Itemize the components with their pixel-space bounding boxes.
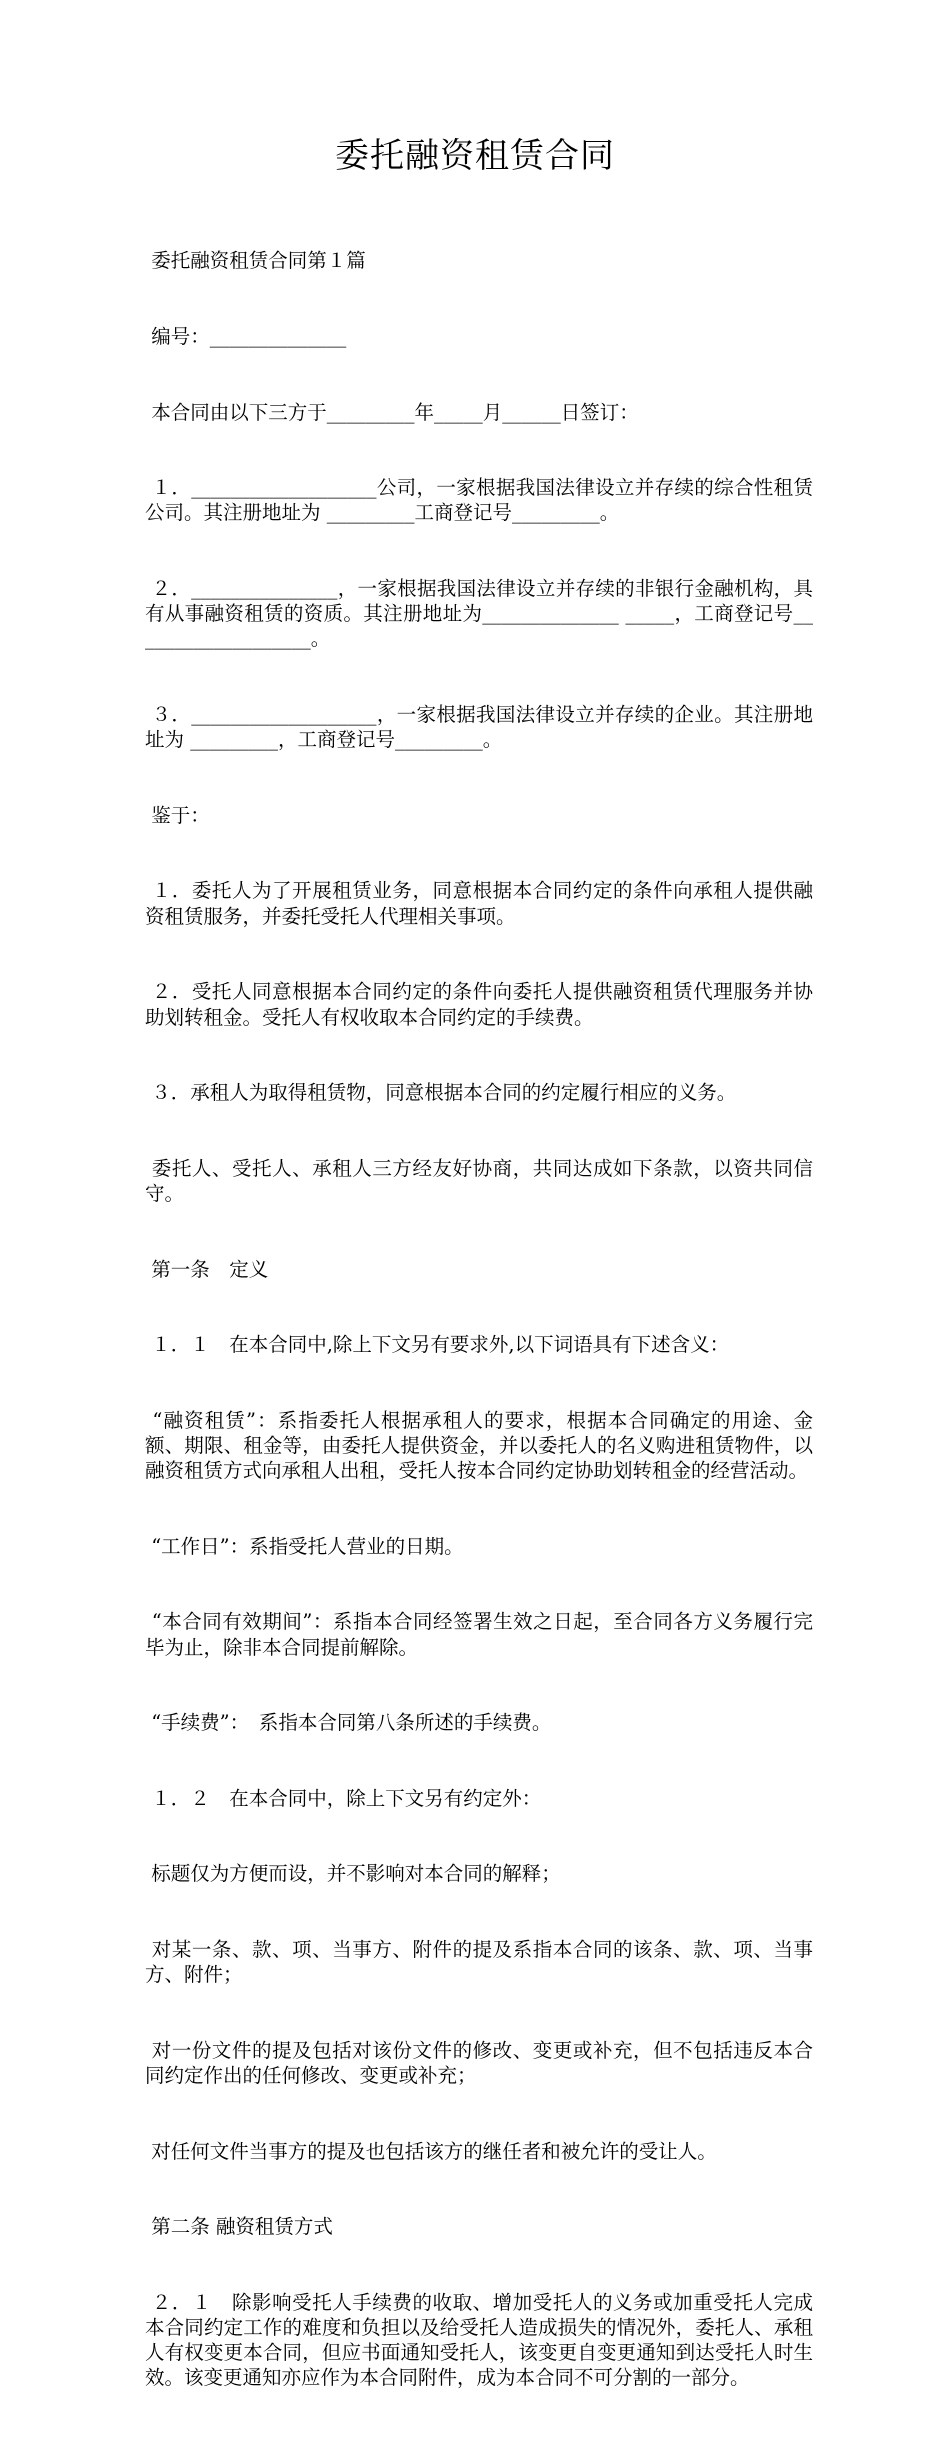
document-title: 委托融资租赁合同 [335, 136, 615, 176]
paragraph-whereas-3: ３．承租人为取得租赁物，同意根据本合同的约定履行相应的义务。 [145, 1081, 737, 1105]
paragraph-party-2: ２．_______________，一家根据我国法律设立并存续的非银行金融机构，具有从事融资租赁的资质。其注册地址为______________ _____，工商登记号___________________。 [145, 577, 813, 651]
clause-2-1: ２．１ 除影响受托人手续费的收取、增加受托人的义务或加重受托人完成本合同约定工作的难度和负担以及给受托人造成损失的情况外，委托人、承租人有权变更本合同，但应书面通知受托人，该变更自变更通知到达受托人时生效。该变更通知亦应作为本合同附件，成为本合同不可分割的一部分。 [145, 2290, 813, 2390]
definition-fee: “手续费”： 系指本合同第八条所述的手续费。 [145, 1711, 552, 1735]
definition-financing-lease: “融资租赁”：系指委托人根据承租人的要求，根据本合同确定的用途、金额、期限、租金等，由委托人提供资金，并以委托人的名义购进租赁物件，以融资租赁方式向承租人出租，受托人按本合同约定协助划转租金的经营活动。 [145, 1408, 813, 1483]
interpretation-item-2: 对某一条、款、项、当事方、附件的提及系指本合同的该条、款、项、当事方、附件； [145, 1938, 813, 1987]
clause-1-2: １．２ 在本合同中，除上下文另有约定外： [145, 1786, 542, 1810]
paragraph-signing: 本合同由以下三方于_________年_____月______日签订： [145, 400, 639, 424]
clause-1-1: １．１ 在本合同中,除上下文另有要求外,以下词语具有下述含义： [145, 1333, 730, 1357]
article-1-heading: 第一条 定义 [145, 1257, 269, 1281]
paragraph-party-1: １．___________________公司，一家根据我国法律设立并存续的综合性租赁公司。其注册地址为 _________工商登记号_________。 [145, 476, 813, 525]
definition-validity-period: “本合同有效期间”：系指本合同经签署生效之日起，至合同各方义务履行完毕为止，除非本合同提前解除。 [145, 1610, 813, 1659]
paragraph-number: 编号：______________ [145, 325, 347, 349]
paragraph-party-3: ３．___________________，一家根据我国法律设立并存续的企业。其注册地址为 _________，工商登记号_________。 [145, 703, 813, 752]
paragraph-whereas: 鉴于： [145, 803, 210, 827]
document-body [145, 198, 813, 2441]
paragraph-whereas-2: ２．受托人同意根据本合同约定的条件向委托人提供融资租赁代理服务并协助划转租金。受托人有权收取本合同约定的手续费。 [145, 980, 813, 1029]
paragraph-whereas-1: １．委托人为了开展租赁业务，同意根据本合同约定的条件向承租人提供融资租赁服务，并委托受托人代理相关事项。 [145, 879, 813, 928]
interpretation-item-4: 对任何文件当事方的提及也包括该方的继任者和被允许的受让人。 [145, 2139, 717, 2163]
paragraph-heading: 委托融资租赁合同第１篇 [145, 249, 366, 273]
interpretation-item-3: 对一份文件的提及包括对该份文件的修改、变更或补充，但不包括违反本合同约定作出的任何修改、变更或补充； [145, 2038, 813, 2088]
interpretation-item-1: 标题仅为方便而设，并不影响对本合同的解释； [145, 1862, 561, 1886]
paragraph-agreement: 委托人、受托人、承租人三方经友好协商，共同达成如下条款，以资共同信守。 [145, 1156, 813, 1205]
definition-working-day: “工作日”：系指受托人营业的日期。 [145, 1534, 464, 1558]
article-2-heading: 第二条 融资租赁方式 [145, 2215, 333, 2239]
